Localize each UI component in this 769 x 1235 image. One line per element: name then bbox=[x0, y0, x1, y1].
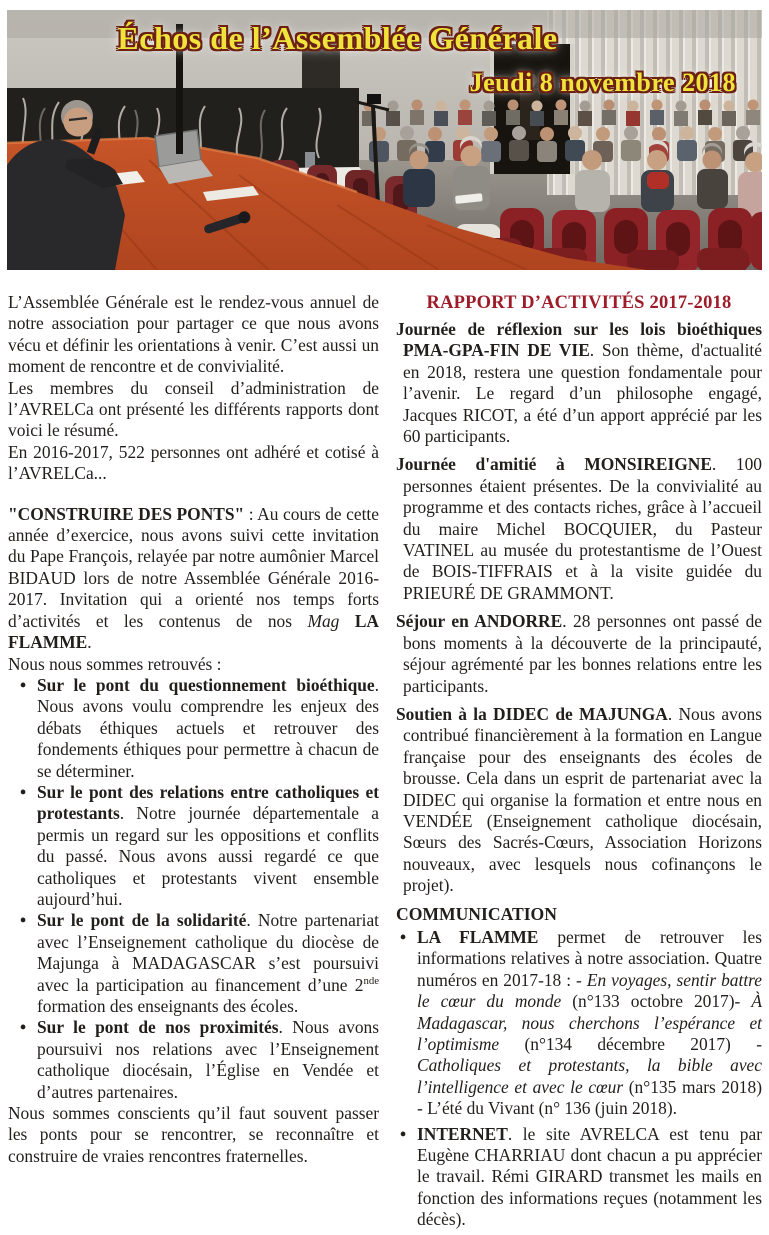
list-item-pont-proximites: • Sur le pont de nos proximités. Nous avons poursuivi nos relations avec l’Enseignement catholique diocésain, l’Église en Vendée et d’autres partenaires. bbox=[8, 1017, 379, 1103]
paragraph-construire-des-ponts: "CONSTRUIRE DES PONTS" : Au cours de cette année d’exercice, nous avons suivi cette invitation du Pape François, relayée par notre aumônier Marcel BIDAUD lors de notre Assemblée Générale 2016-2017. Invitation qui a orienté nos temps forts d’activités et les contenus de nos Mag LA FLAMME. bbox=[8, 503, 379, 653]
subsection-heading-communication: COMMUNICATION bbox=[396, 903, 557, 924]
paragraph-retrouves: Nous nous sommes retrouvés : bbox=[8, 653, 222, 674]
list-item-pont-relations: • Sur le pont des relations entre catholiques et protestants. Notre journée départementale a permis un regard sur les oppositions et conflits du passé. Nous avons aussi regardé ce que catholiques et protestants vivent ensemble aujourd’hui. bbox=[8, 782, 379, 910]
paragraph-council: Les membres du conseil d’administration de l’AVRELCa ont présenté les différents rapports dont voici le résumé. bbox=[8, 377, 379, 441]
right-column bbox=[396, 292, 762, 1235]
list-item-la-flamme: • LA FLAMME permet de retrouver les informations relatives à notre association. Quatre numéros en 2017-18 : - En voyages, sentir battre le cœur du monde (n°133 octobre 2017)- À Madagascar, nous cherchons l’espérance et l’optimisme (n°134 décembre 2017) - Catholiques et protestants, la bible avec l’intelligence et avec le cœur (n°135 mars 2018) - L’été du Vivant (n° 136 (juin 2018). bbox=[396, 927, 762, 1120]
list-item-internet: • INTERNET. le site AVRELCA est tenu par Eugène CHARRIAU dont chacun a pu apprécier le travail. Rémi GIRARD transmet les mails en fonction des informations reçues (notamment les décès). bbox=[396, 1124, 762, 1231]
list-item-pont-bioethique: • Sur le pont du questionnement bioéthique. Nous avons voulu comprendre les enjeux des débats éthiques actuels et retrouver des fondements éthiques pour permettre à chacun de se déterminer. bbox=[8, 675, 379, 782]
left-column bbox=[8, 292, 379, 1167]
paragraph-intro: L’Assemblée Générale est le rendez-vous annuel de notre association pour partager ce que nous avons vécu et définir les orientations à venir. C’est aussi un moment de rencontre et de convivialité. bbox=[8, 292, 379, 377]
paragraph-soutien-didec: Soutien à la DIDEC de MAJUNGA. Nous avons contribué financièrement à la formation en Langue française pour des enseignants des écoles de brousse. Cela dans un esprit de partenariat avec la DIDEC qui organise la formation et entre nous en VENDÉE (Enseignement catholique diocésain, Sœurs des Sacrés-Cœurs, Association Horizons nouveaux, avec lesquels nous cofinançons le projet). bbox=[396, 703, 762, 896]
section-heading-rapport: RAPPORT D’ACTIVITÉS 2017-2018 bbox=[426, 293, 732, 313]
paragraph-journee-reflexion: Journée de réflexion sur les lois bioéthiques PMA-GPA-FIN DE VIE. Son thème, d'actualité en 2018, restera une question fondamentale pour l’avenir. Le regard d’un philosophe engagé, Jacques RICOT, a été d’un apport apprécié par les 60 participants. bbox=[396, 319, 762, 447]
paragraph-journee-amitie: Journée d'amitié à MONSIREIGNE. 100 personnes étaient présentes. De la convivialité au programme et des contacts riches, grâce à l’accueil du maire Michel BOCQUIER, du Pasteur VATINEL au musée du protestantisme de l’Ouest de BOIS-TIFFRAIS et à la visite guidée du PRIEURÉ DE GRAMMONT. bbox=[396, 454, 762, 603]
paragraph-sejour-andorre: Séjour en ANDORRE. 28 personnes ont passé de bons moments à la découverte de la principauté, séjour agrémenté par les bonnes relations entre les participants. bbox=[396, 611, 762, 696]
paragraph-closing: Nous sommes conscients qu’il faut souvent passer les ponts pour se rencontrer, se reconnaître et construire de vraies rencontres fraternelles. bbox=[8, 1103, 379, 1166]
page-date: Jeudi 8 novembre 2018 bbox=[469, 68, 736, 97]
paragraph-members-count: En 2016-2017, 522 personnes ont adhéré et cotisé à l’AVRELCa... bbox=[8, 441, 379, 484]
page-title: Échos de l’Assemblée Générale bbox=[117, 20, 558, 56]
list-item-pont-solidarite: • Sur le pont de la solidarité. Notre partenariat avec l’Enseignement catholique du diocèse de Majunga à MADAGASCAR s’est poursuivi avec la participation au financement d’une 2nde formation des enseignants des écoles. bbox=[8, 910, 379, 1017]
assembly-photo bbox=[7, 10, 762, 270]
